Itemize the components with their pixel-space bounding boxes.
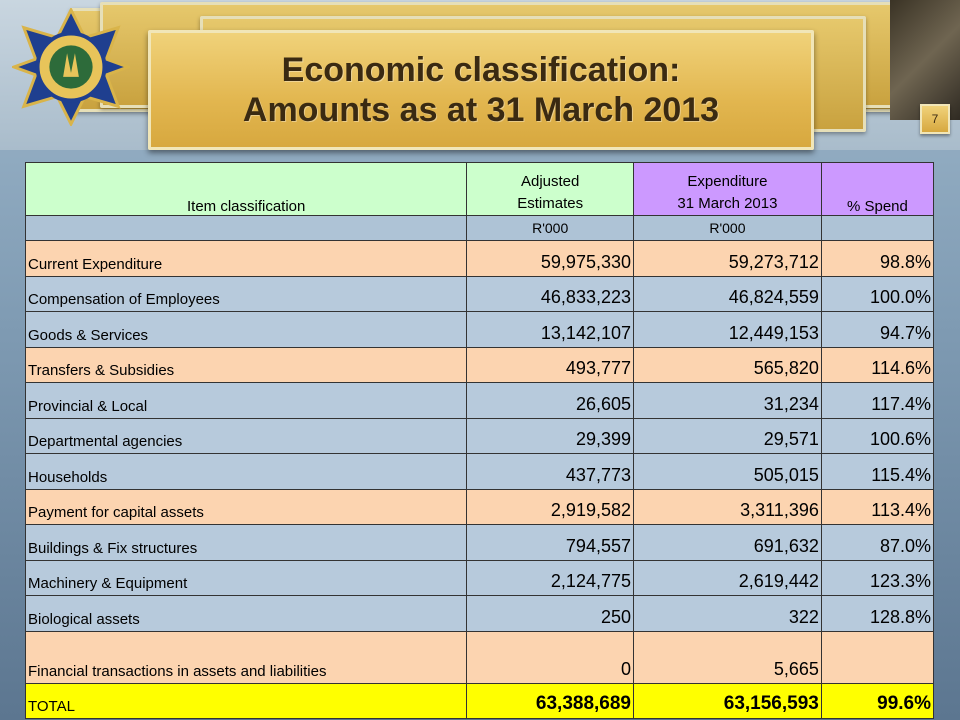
row-label: Payment for capital assets xyxy=(26,489,467,525)
row-spend: 87.0% xyxy=(821,525,933,561)
row-spend: 100.6% xyxy=(821,418,933,454)
units-cell xyxy=(26,216,467,241)
row-expenditure: 505,015 xyxy=(634,454,822,490)
row-adjusted: 2,919,582 xyxy=(467,489,634,525)
row-expenditure: 691,632 xyxy=(634,525,822,561)
row-label: Current Expenditure xyxy=(26,241,467,277)
header-percent-spend: % Spend xyxy=(821,163,933,216)
row-expenditure: 12,449,153 xyxy=(634,312,822,348)
row-adjusted: 29,399 xyxy=(467,418,634,454)
header-expenditure-line1: Expenditure xyxy=(687,173,768,190)
police-service-badge-icon xyxy=(12,8,130,126)
row-adjusted: 794,557 xyxy=(467,525,634,561)
economic-classification-table xyxy=(25,162,934,719)
row-label: Households xyxy=(26,454,467,490)
table-row xyxy=(26,525,934,561)
row-adjusted: 250 xyxy=(467,596,634,632)
table-row xyxy=(26,631,934,683)
row-spend: 94.7% xyxy=(821,312,933,348)
total-spend: 99.6% xyxy=(821,683,933,719)
table-row xyxy=(26,489,934,525)
row-expenditure: 29,571 xyxy=(634,418,822,454)
table-row xyxy=(26,560,934,596)
total-label: TOTAL xyxy=(26,683,467,719)
row-adjusted: 59,975,330 xyxy=(467,241,634,277)
row-label: Provincial & Local xyxy=(26,383,467,419)
row-adjusted: 26,605 xyxy=(467,383,634,419)
header-adjusted-line1: Adjusted xyxy=(520,173,580,190)
row-label: Transfers & Subsidies xyxy=(26,347,467,383)
row-expenditure: 59,273,712 xyxy=(634,241,822,277)
page-title-line-2: Amounts as at 31 March 2013 xyxy=(242,91,720,129)
row-adjusted: 2,124,775 xyxy=(467,560,634,596)
total-adjusted: 63,388,689 xyxy=(467,683,634,719)
row-label: Financial transactions in assets and liabilities xyxy=(26,631,467,683)
row-expenditure: 3,311,396 xyxy=(634,489,822,525)
row-spend: 113.4% xyxy=(821,489,933,525)
units-cell: R'000 xyxy=(634,216,822,241)
table-header-row xyxy=(26,163,934,216)
row-adjusted: 493,777 xyxy=(467,347,634,383)
row-adjusted: 46,833,223 xyxy=(467,276,634,312)
total-expenditure: 63,156,593 xyxy=(634,683,822,719)
page-title-line-1: Economic classification: xyxy=(281,51,681,89)
total-row xyxy=(26,683,934,719)
row-spend xyxy=(821,631,933,683)
row-label: Biological assets xyxy=(26,596,467,632)
table-row xyxy=(26,312,934,348)
row-spend: 123.3% xyxy=(821,560,933,596)
table-row xyxy=(26,241,934,277)
table-row xyxy=(26,347,934,383)
row-spend: 115.4% xyxy=(821,454,933,490)
row-expenditure: 565,820 xyxy=(634,347,822,383)
header-expenditure-line2: 31 March 2013 xyxy=(677,195,778,212)
row-label: Machinery & Equipment xyxy=(26,560,467,596)
row-spend: 100.0% xyxy=(821,276,933,312)
table-row xyxy=(26,454,934,490)
table-row xyxy=(26,383,934,419)
units-row xyxy=(26,216,934,241)
table-row xyxy=(26,596,934,632)
row-adjusted: 437,773 xyxy=(467,454,634,490)
slide-number: 7 xyxy=(920,104,950,134)
row-expenditure: 2,619,442 xyxy=(634,560,822,596)
row-spend: 114.6% xyxy=(821,347,933,383)
row-spend: 98.8% xyxy=(821,241,933,277)
row-expenditure: 322 xyxy=(634,596,822,632)
table-row xyxy=(26,276,934,312)
row-label: Departmental agencies xyxy=(26,418,467,454)
header-adjusted-estimates xyxy=(467,163,634,216)
row-adjusted: 0 xyxy=(467,631,634,683)
row-expenditure: 31,234 xyxy=(634,383,822,419)
header-photo xyxy=(890,0,960,120)
units-cell: R'000 xyxy=(467,216,634,241)
row-spend: 117.4% xyxy=(821,383,933,419)
units-cell xyxy=(821,216,933,241)
row-label: Compensation of Employees xyxy=(26,276,467,312)
title-card xyxy=(148,30,814,150)
row-adjusted: 13,142,107 xyxy=(467,312,634,348)
row-label: Goods & Services xyxy=(26,312,467,348)
header-item-classification: Item classification xyxy=(26,163,467,216)
row-expenditure: 5,665 xyxy=(634,631,822,683)
row-spend: 128.8% xyxy=(821,596,933,632)
row-label: Buildings & Fix structures xyxy=(26,525,467,561)
table-row xyxy=(26,418,934,454)
header-expenditure xyxy=(634,163,822,216)
header-adjusted-line2: Estimates xyxy=(517,195,584,212)
row-expenditure: 46,824,559 xyxy=(634,276,822,312)
